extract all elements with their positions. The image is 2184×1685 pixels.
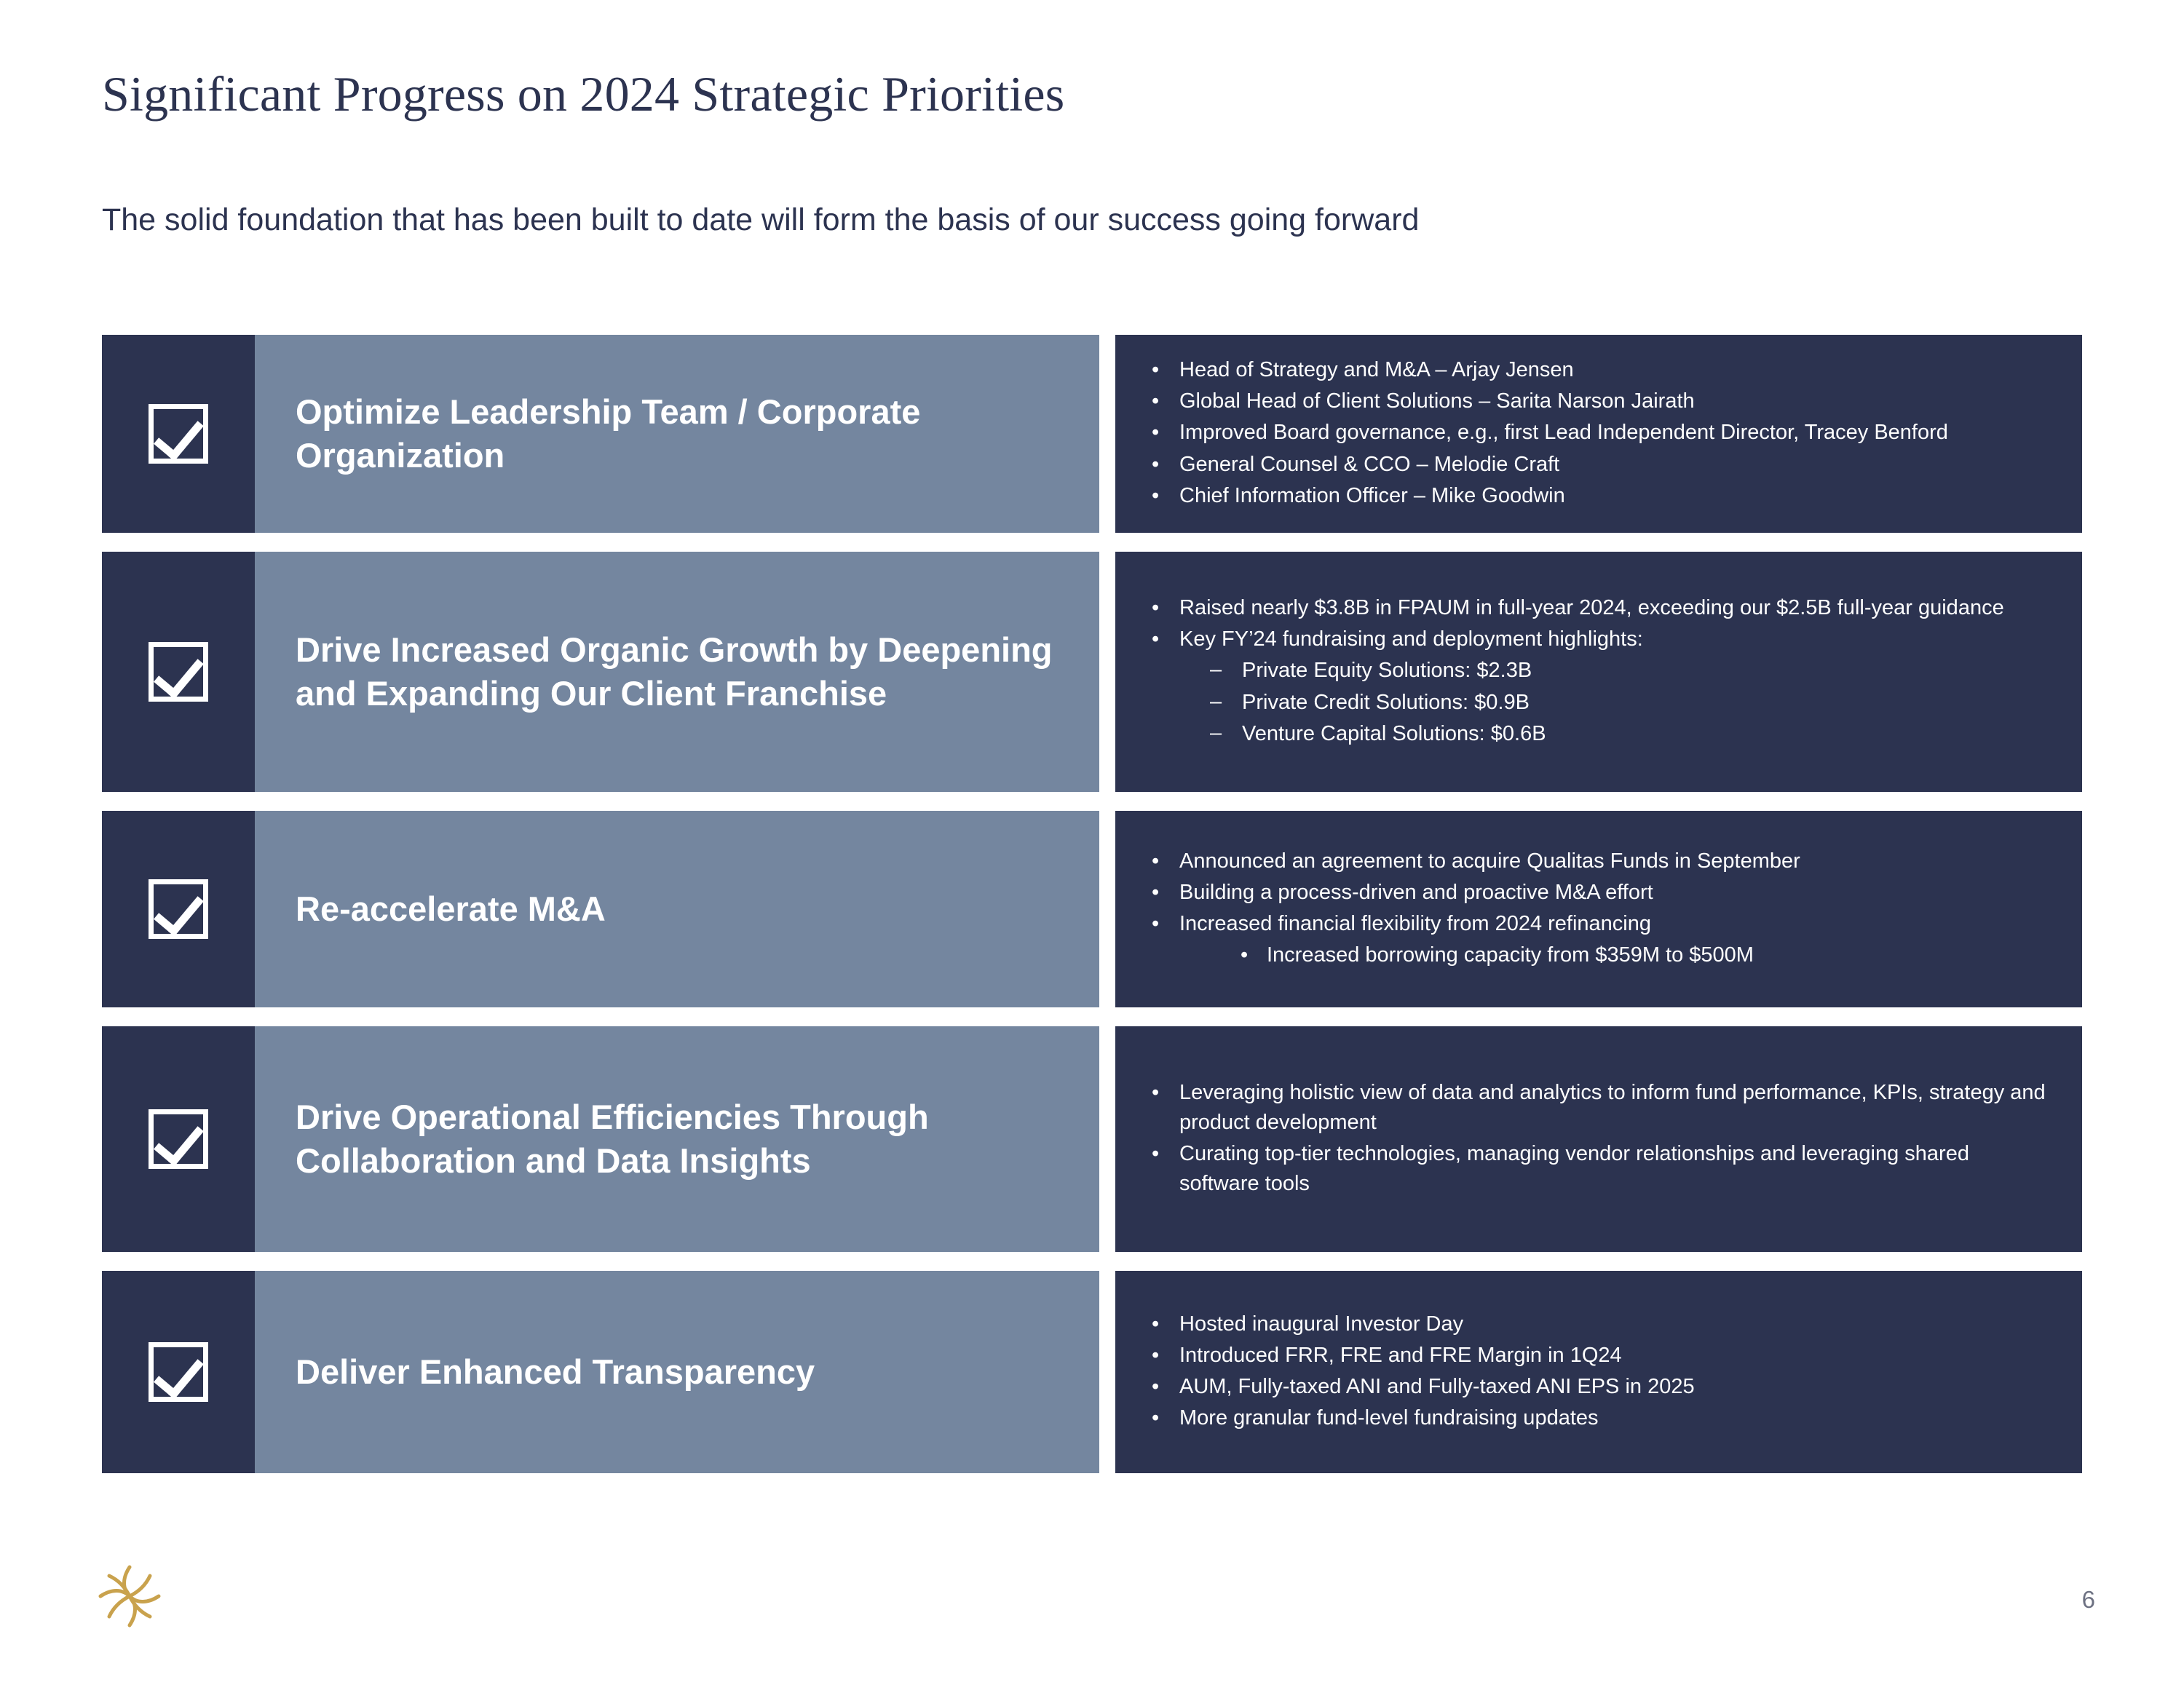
priority-details-cell bbox=[1115, 1271, 2082, 1473]
sub-list-item bbox=[1179, 656, 2053, 686]
bullet-dot-icon: • bbox=[1152, 358, 1160, 382]
priority-row bbox=[102, 552, 2082, 792]
checkbox-cell bbox=[102, 1026, 255, 1252]
priority-row bbox=[102, 335, 2082, 533]
list-item bbox=[1136, 386, 2053, 416]
list-item bbox=[1136, 355, 2053, 385]
list-item bbox=[1136, 1078, 2053, 1138]
bullet-text: Leveraging holistic view of data and analytics to inform fund performance, KPIs, strategy and product development bbox=[1179, 1080, 2046, 1134]
bullet-text: Private Credit Solutions: $0.9B bbox=[1242, 690, 1530, 714]
bullet-text: More granular fund-level fundraising updates bbox=[1179, 1406, 1599, 1430]
sub-list-item bbox=[1179, 719, 2053, 749]
bullet-dot-icon: • bbox=[1152, 912, 1160, 935]
bullet-text: Announced an agreement to acquire Qualitas Funds in September bbox=[1179, 849, 1800, 873]
priority-rows bbox=[102, 335, 2082, 1492]
bullet-text: Hosted inaugural Investor Day bbox=[1179, 1312, 1464, 1336]
bullet-text: Key FY’24 fundraising and deployment highlights: bbox=[1179, 627, 1643, 651]
priority-details-cell bbox=[1115, 811, 2082, 1007]
bullet-dot-icon: • bbox=[1152, 1142, 1160, 1165]
bullet-text: Venture Capital Solutions: $0.6B bbox=[1242, 721, 1546, 745]
priority-details-cell bbox=[1115, 335, 2082, 533]
list-item bbox=[1136, 1372, 2053, 1402]
priority-row bbox=[102, 1026, 2082, 1252]
list-item bbox=[1136, 1403, 2053, 1433]
bullet-text: AUM, Fully-taxed ANI and Fully-taxed ANI EPS in 2025 bbox=[1179, 1375, 1695, 1398]
bullet-text: General Counsel & CCO – Melodie Craft bbox=[1179, 452, 1560, 476]
bullet-dot-icon: • bbox=[1152, 1312, 1160, 1336]
list-item bbox=[1136, 481, 2053, 511]
row-divider bbox=[1099, 335, 1115, 533]
priority-label: Drive Increased Organic Growth by Deepening and Expanding Our Client Franchise bbox=[296, 630, 1053, 713]
checkbox-cell bbox=[102, 552, 255, 792]
bullet-text: Chief Information Officer – Mike Goodwin bbox=[1179, 483, 1565, 507]
bullet-text: Raised nearly $3.8B in FPAUM in full-year 2024, exceeding our $2.5B full-year guidance bbox=[1179, 596, 2004, 620]
checked-checkbox-icon bbox=[149, 1342, 208, 1402]
bullet-text: Increased borrowing capacity from $359M to $500M bbox=[1267, 943, 1754, 967]
company-logo-icon bbox=[93, 1560, 166, 1633]
priority-label: Drive Operational Efficiencies Through Collaboration and Data Insights bbox=[296, 1097, 929, 1180]
checked-checkbox-icon bbox=[149, 404, 208, 464]
bullet-dot-icon: • bbox=[1152, 627, 1160, 651]
priority-row bbox=[102, 1271, 2082, 1473]
bullet-dash-icon: – bbox=[1210, 689, 1222, 713]
bullet-dot-icon: • bbox=[1152, 1406, 1160, 1430]
list-item bbox=[1136, 450, 2053, 480]
priority-label-cell bbox=[255, 1026, 1099, 1252]
row-divider bbox=[1099, 811, 1115, 1007]
bullet-dot-icon: • bbox=[1152, 880, 1160, 904]
priority-label: Deliver Enhanced Transparency bbox=[296, 1352, 815, 1391]
priority-details-cell bbox=[1115, 552, 2082, 792]
checked-checkbox-icon bbox=[149, 879, 208, 939]
bullet-text: Global Head of Client Solutions – Sarita Narson Jairath bbox=[1179, 389, 1695, 413]
bullet-dot-icon: • bbox=[1152, 849, 1160, 873]
priority-label-cell bbox=[255, 335, 1099, 533]
bullet-dash-icon: – bbox=[1210, 721, 1222, 745]
priority-label: Optimize Leadership Team / Corporate Organization bbox=[296, 392, 921, 475]
bullet-text: Private Equity Solutions: $2.3B bbox=[1242, 659, 1532, 683]
bullet-dot-icon: • bbox=[1152, 1375, 1160, 1398]
list-item bbox=[1136, 625, 2053, 749]
row-divider bbox=[1099, 1026, 1115, 1252]
list-item bbox=[1136, 1341, 2053, 1371]
priority-details-cell bbox=[1115, 1026, 2082, 1252]
page-number: 6 bbox=[2081, 1586, 2095, 1613]
bullet-dot-icon: • bbox=[1152, 596, 1160, 620]
page-subtitle: The solid foundation that has been built to date will form the basis of our success going forward bbox=[102, 202, 1420, 237]
bullet-dot-icon: • bbox=[1152, 483, 1160, 507]
list-item bbox=[1136, 418, 2053, 448]
bullet-text: Introduced FRR, FRE and FRE Margin in 1Q24 bbox=[1179, 1343, 1622, 1367]
bullet-text: Building a process-driven and proactive M&A effort bbox=[1179, 880, 1653, 904]
bullet-dot-icon: • bbox=[1152, 421, 1160, 445]
list-item bbox=[1136, 847, 2053, 876]
row-divider bbox=[1099, 1271, 1115, 1473]
checkbox-cell bbox=[102, 1271, 255, 1473]
sub-list-item bbox=[1179, 688, 2053, 718]
checked-checkbox-icon bbox=[149, 1109, 208, 1169]
bullet-dot-icon: • bbox=[1152, 1343, 1160, 1367]
bullet-dot-icon: • bbox=[1152, 452, 1160, 476]
checkbox-cell bbox=[102, 335, 255, 533]
checkbox-cell bbox=[102, 811, 255, 1007]
bullet-text: Curating top-tier technologies, managing vendor relationships and leveraging shared software tools bbox=[1179, 1142, 1969, 1196]
list-item bbox=[1136, 1309, 2053, 1339]
priority-label: Re-accelerate M&A bbox=[296, 889, 606, 928]
list-item bbox=[1136, 909, 2053, 970]
checked-checkbox-icon bbox=[149, 642, 208, 702]
list-item bbox=[1136, 878, 2053, 908]
priority-row bbox=[102, 811, 2082, 1007]
bullet-text: Head of Strategy and M&A – Arjay Jensen bbox=[1179, 358, 1574, 382]
bullet-dot-icon: • bbox=[1241, 943, 1249, 967]
sub-list-item bbox=[1179, 940, 2053, 970]
row-divider bbox=[1099, 552, 1115, 792]
bullet-text: Improved Board governance, e.g., first Lead Independent Director, Tracey Benford bbox=[1179, 421, 1948, 445]
bullet-text: Increased financial flexibility from 2024 refinancing bbox=[1179, 912, 1652, 935]
bullet-dot-icon: • bbox=[1152, 1080, 1160, 1104]
page-title: Significant Progress on 2024 Strategic Priorities bbox=[102, 66, 1065, 122]
bullet-dot-icon: • bbox=[1152, 389, 1160, 413]
priority-label-cell bbox=[255, 1271, 1099, 1473]
priority-label-cell bbox=[255, 552, 1099, 792]
priority-label-cell bbox=[255, 811, 1099, 1007]
list-item bbox=[1136, 593, 2053, 623]
bullet-dash-icon: – bbox=[1210, 658, 1222, 682]
list-item bbox=[1136, 1139, 2053, 1199]
